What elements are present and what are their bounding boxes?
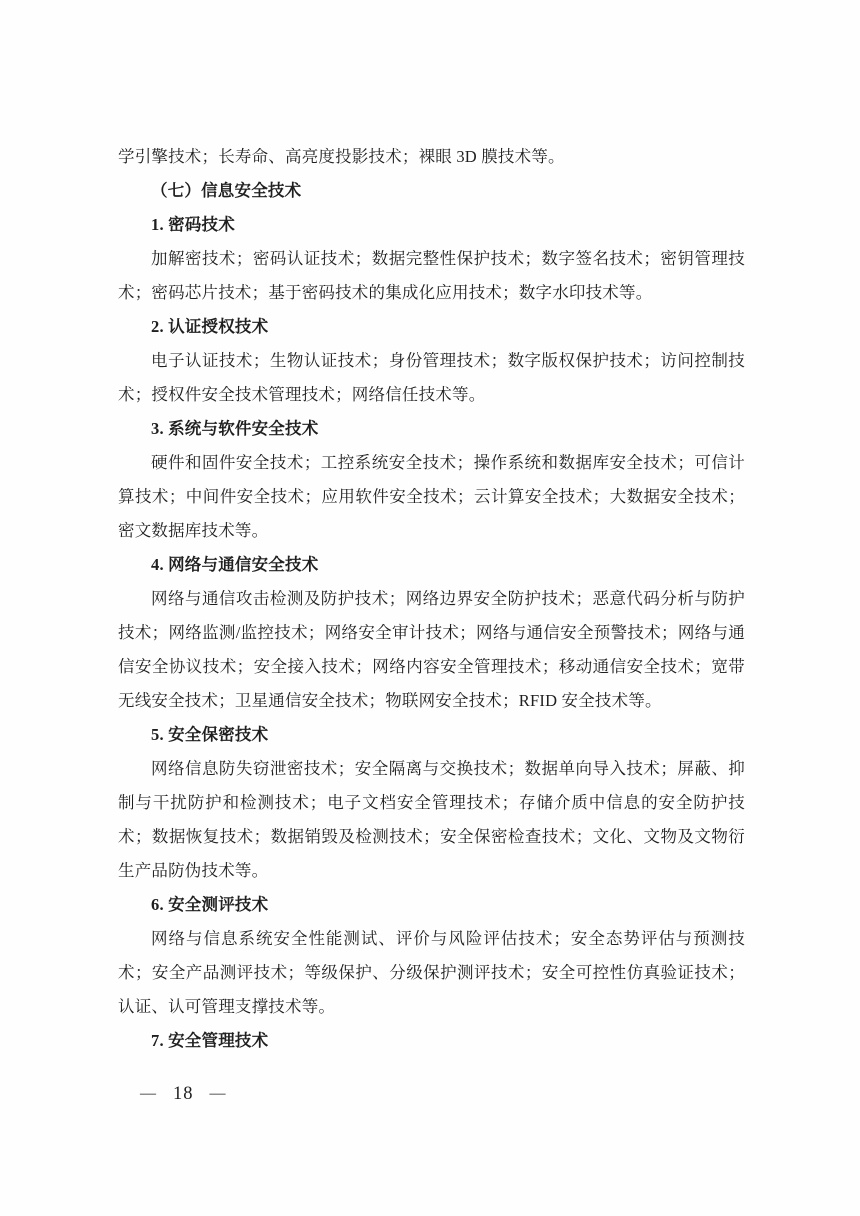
subsection-heading-1: 1. 密码技术	[151, 215, 235, 234]
page-footer	[140, 1084, 227, 1105]
subsection-heading-7: 7. 安全管理技术	[151, 1031, 269, 1050]
subsection-body-4: 网络与通信攻击检测及防护技术；网络边界安全防护技术；恶意代码分析与防护技术；网络监测/监控技术；网络安全审计技术；网络与通信安全预警技术；网络与通信安全协议技术；安全接入技术；网络内容安全管理技术；移动通信安全技术；宽带无线安全技术；卫星通信安全技术；物联网安全技术；RFID 安全技术等。	[118, 589, 745, 710]
subsection-body-2: 电子认证技术；生物认证技术；身份管理技术；数字版权保护技术；访问控制技术；授权件安全技术管理技术；网络信任技术等。	[118, 351, 745, 404]
subsection-body-1: 加解密技术；密码认证技术；数据完整性保护技术；数字签名技术；密钥管理技术；密码芯片技术；基于密码技术的集成化应用技术；数字水印技术等。	[118, 249, 745, 302]
subsection-body-3: 硬件和固件安全技术；工控系统安全技术；操作系统和数据库安全技术；可信计算技术；中间件安全技术；应用软件安全技术；云计算安全技术；大数据安全技术；密文数据库技术等。	[118, 453, 745, 540]
footer-dash-right: —	[209, 1084, 227, 1102]
subsection-body-6: 网络与信息系统安全性能测试、评价与风险评估技术；安全态势评估与预测技术；安全产品测评技术；等级保护、分级保护测评技术；安全可控性仿真验证技术；认证、认可管理支撑技术等。	[118, 929, 745, 1016]
continuation-paragraph: 学引擎技术；长寿命、高亮度投影技术；裸眼 3D 膜技术等。	[118, 147, 565, 166]
subsection-heading-5: 5. 安全保密技术	[151, 725, 269, 744]
subsection-heading-6: 6. 安全测评技术	[151, 895, 269, 914]
subsection-body-5: 网络信息防失窃泄密技术；安全隔离与交换技术；数据单向导入技术；屏蔽、抑制与干扰防护和检测技术；电子文档安全管理技术；存储介质中信息的安全防护技术；数据恢复技术；数据销毁及检测技术；安全保密检查技术；文化、文物及文物衍生产品防伪技术等。	[118, 759, 745, 880]
text-block	[118, 140, 745, 1058]
page-number: 18	[173, 1084, 194, 1104]
section-heading: （七）信息安全技术	[151, 181, 302, 200]
subsection-heading-2: 2. 认证授权技术	[151, 317, 269, 336]
footer-dash-left: —	[140, 1084, 157, 1102]
subsection-heading-4: 4. 网络与通信安全技术	[151, 555, 319, 574]
subsection-heading-3: 3. 系统与软件安全技术	[151, 419, 319, 438]
